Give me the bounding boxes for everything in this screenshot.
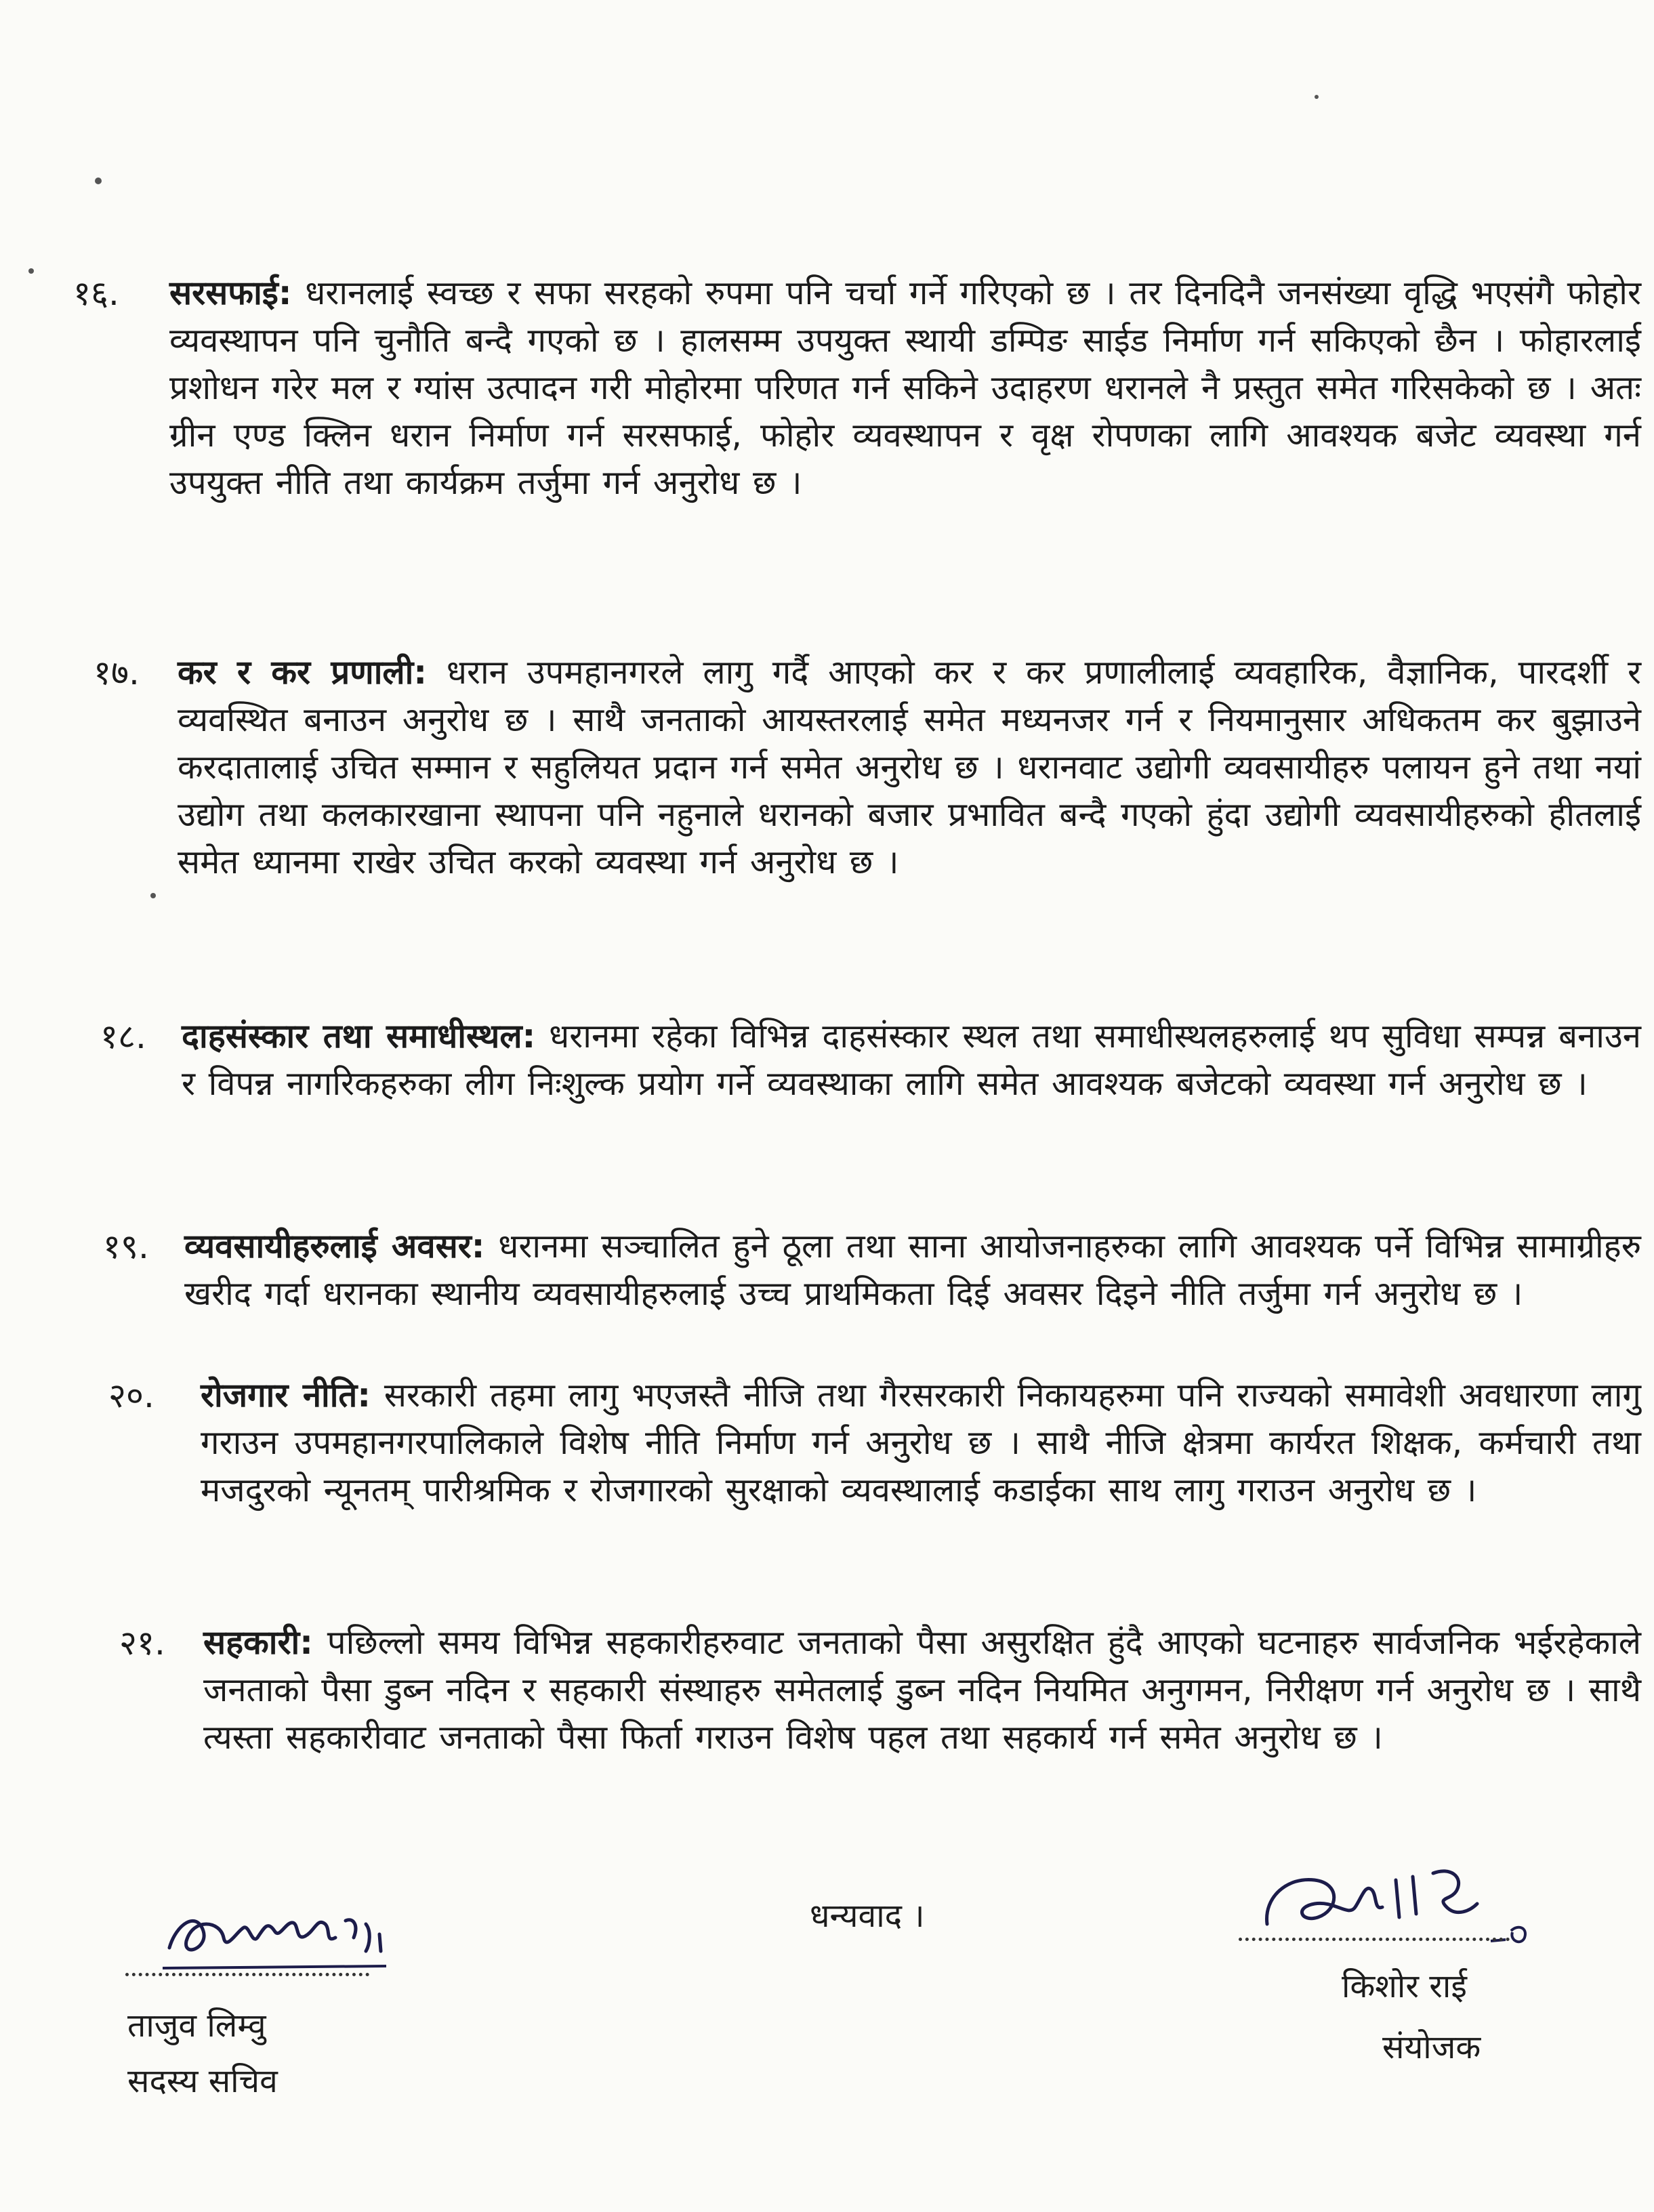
section-heading: कर र कर प्रणाली: bbox=[178, 653, 427, 692]
section-number: २१. bbox=[119, 1623, 165, 1663]
right-signatory-name: किशोर राई bbox=[1342, 1967, 1467, 2005]
right-signatory-title: संयोजक bbox=[1382, 2028, 1481, 2066]
section-number: १७. bbox=[94, 653, 140, 692]
scan-speck bbox=[95, 178, 102, 184]
section-paragraph bbox=[203, 1619, 1641, 1761]
section-heading: रोजगार नीति: bbox=[201, 1376, 371, 1415]
left-signatory-title: सदस्य सचिव bbox=[127, 2062, 278, 2100]
section-text: सरकारी तहमा लागु भएजस्तै नीजि तथा गैरसरकारी निकायहरुमा पनि राज्यको समावेशी अवधारणा लागु गराउन उपमहानगरपालिकाले विशेष नीति निर्माण गर्न अनुरोध छ । साथै नीजि क्षेत्रमा कार्यरत शिक्षक, कर्मचारी तथा मजदुरको न्यूनतम् पारीश्रमिक र रोजगारको सुरक्षाको व्यवस्थालाई कडाईका साथ लागु गराउन अनुरोध छ । bbox=[201, 1376, 1642, 1509]
section-paragraph bbox=[184, 1223, 1641, 1318]
section-number: १९. bbox=[103, 1227, 149, 1266]
scan-speck bbox=[28, 268, 34, 274]
section-paragraph bbox=[201, 1372, 1641, 1514]
section-text: धरानमा सञ्चालित हुने ठूला तथा साना आयोजनाहरुका लागि आवश्यक पर्ने विभिन्न सामाग्रीहरु खरीद गर्दा धरानका स्थानीय व्यवसायीहरुलाई उच्च प्राथमिकता दिई अवसर दिइने नीति तर्जुमा गर्न अनुरोध छ । bbox=[184, 1227, 1642, 1313]
section-paragraph bbox=[178, 649, 1641, 886]
scan-speck bbox=[150, 893, 156, 898]
section-text: धरानमा रहेका विभिन्न दाहसंस्कार स्थल तथा समाधीस्थलहरुलाई थप सुविधा सम्पन्न बनाउन र विपन्न नागरिकहरुका लीग निःशुल्क प्रयोग गर्ने व्यवस्थाका लागि समेत आवश्यक बजेटको व्यवस्था गर्न अनुरोध छ । bbox=[182, 1017, 1641, 1103]
section-paragraph bbox=[169, 270, 1641, 507]
left-signature-mark bbox=[156, 1883, 400, 1985]
section-heading: दाहसंस्कार तथा समाधीस्थल: bbox=[182, 1017, 536, 1056]
section-heading: व्यवसायीहरुलाई अवसर: bbox=[184, 1227, 485, 1266]
right-signature-line bbox=[1239, 1938, 1510, 1941]
section-text: पछिल्लो समय विभिन्न सहकारीहरुवाट जनताको पैसा असुरक्षित हुंदै आएको घटनाहरु सार्वजनिक भईरहेकाले जनताको पैसा डुब्न नदिन र सहकारी संस्थाहरु समेतलाई डुब्न नदिन नियमित अनुगमन, निरीक्षण गर्न अनुरोध छ । साथै त्यस्ता सहकारीवाट जनताको पैसा फिर्ता गराउन विशेष पहल तथा सहकार्य गर्न समेत अनुरोध छ । bbox=[203, 1623, 1641, 1757]
left-signature-line bbox=[125, 1973, 369, 1976]
section-number: १६. bbox=[73, 274, 119, 313]
section-text: धरान उपमहानगरले लागु गर्दै आएको कर र कर प्रणालीलाई व्यवहारिक, वैज्ञानिक, पारदर्शी र व्यवस्थित बनाउन अनुरोध छ । साथै जनताको आयस्तरलाई समेत मध्यनजर गर्न र नियमानुसार अधिकतम कर बुझाउने करदातालाई उचित सम्मान र सहुलियत प्रदान गर्न समेत अनुरोध छ । धरानवाट उद्योगी व्यवसायीहरु पलायन हुने तथा नयां उद्योग तथा कलकारखाना स्थापना पनि नहुनाले धरानको बजार प्रभावित बन्दै गएको हुंदा उद्योगी व्यवसायीहरुको हीतलाई समेत ध्यानमा राखेर उचित करको व्यवस्था गर्न अनुरोध छ । bbox=[178, 653, 1642, 881]
section-heading: सरसफाई: bbox=[169, 274, 292, 312]
scan-speck bbox=[1315, 95, 1319, 99]
closing-thanks: धन्यवाद । bbox=[810, 1897, 925, 1935]
section-paragraph bbox=[182, 1013, 1641, 1108]
left-signatory-name: ताजुव लिम्वु bbox=[127, 2007, 266, 2045]
section-number: १८. bbox=[100, 1017, 146, 1056]
section-number: २०. bbox=[108, 1376, 154, 1415]
section-text: धरानलाई स्वच्छ र सफा सरहको रुपमा पनि चर्चा गर्ने गरिएको छ । तर दिनदिनै जनसंख्या वृद्धि भएसंगै फोहोर व्यवस्थापन पनि चुनौति बन्दै गएको छ । हालसम्म उपयुक्त स्थायी डम्पिङ साईड निर्माण गर्न सकिएको छैन । फोहारलाई प्रशोधन गरेर मल र ग्यांस उत्पादन गरी मोहोरमा परिणत गर्न सकिने उदाहरण धरानले नै प्रस्तुत समेत गरिसकेको छ । अतः ग्रीन एण्ड क्लिन धरान निर्माण गर्न सरसफाई, फोहोर व्यवस्थापन र वृक्ष रोपणका लागि आवश्यक बजेट व्यवस्था गर्न उपयुक्त नीति तथा कार्यक्रम तर्जुमा गर्न अनुरोध छ । bbox=[169, 274, 1641, 502]
section-heading: सहकारी: bbox=[203, 1623, 313, 1662]
